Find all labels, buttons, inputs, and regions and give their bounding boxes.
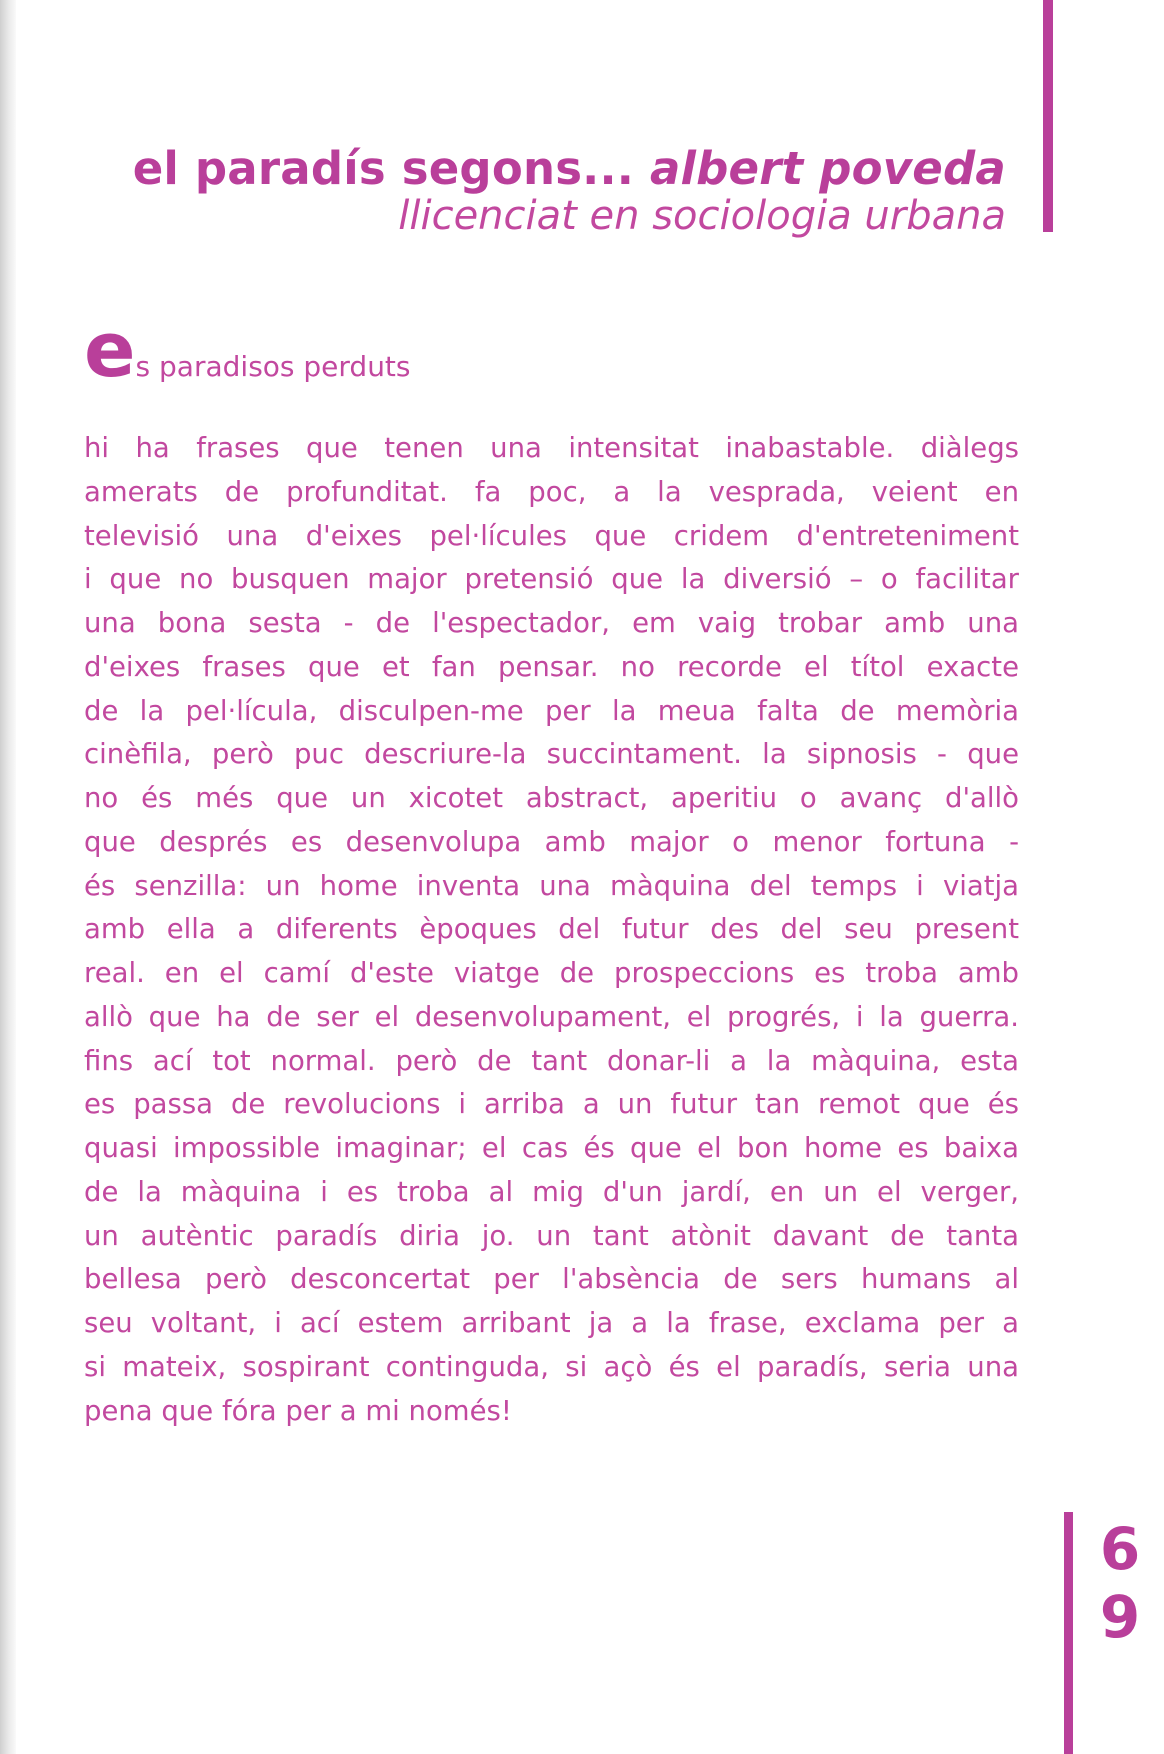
body-line: televisió una d'eixes pel·lícules que cridem d'entreteniment <box>84 519 1019 552</box>
body-line: fins ací tot normal. però de tant donar-li a la màquina, esta <box>84 1044 1019 1077</box>
body-line: amb ella a diferents èpoques del futur des del seu present <box>84 913 1019 946</box>
body-line: d'eixes frases que et fan pensar. no recorde el títol exacte <box>84 650 1019 683</box>
section-heading <box>84 305 411 394</box>
body-line: no és més que un xicotet abstract, aperitiu o avanç d'allò <box>84 782 1019 814</box>
body-line: bellesa però desconcertat per l'absència de sers humans al <box>84 1263 1019 1296</box>
body-line: quasi impossible imaginar; el cas és que el bon home es baixa <box>84 1132 1019 1164</box>
drop-cap: e <box>84 305 136 394</box>
article-title <box>133 138 1006 200</box>
title-text: el paradís segons... <box>132 142 650 195</box>
article-subtitle: llicenciat en sociologia urbana <box>398 193 1006 239</box>
body-line: i que no busquen major pretensió que la diversió – o facilitar <box>84 563 1019 596</box>
article-header <box>133 138 1006 238</box>
body-line: cinèfila, però puc descriure-la succintament. la sipnosis - que <box>84 738 1019 771</box>
page-number <box>1090 1515 1150 1651</box>
page-number-digit: 9 <box>1099 1583 1141 1651</box>
body-line: amerats de profunditat. fa poc, a la vesprada, veient en <box>84 475 1019 508</box>
body-line: hi ha frases que tenen una intensitat inabastable. diàlegs <box>84 432 1019 464</box>
body-line: real. en el camí d'este viatge de prospeccions es troba amb <box>84 957 1019 989</box>
body-line: allò que ha de ser el desenvolupament, el progrés, i la guerra. <box>84 1000 1019 1033</box>
page-number-digit: 6 <box>1099 1515 1141 1583</box>
top-accent-bar <box>1043 0 1053 232</box>
body-line: és senzilla: un home inventa una màquina del temps i viatja <box>84 869 1019 902</box>
body-line: un autèntic paradís diria jo. un tant atònit davant de tanta <box>84 1219 1019 1252</box>
body-line: una bona sesta - de l'espectador, em vaig trobar amb una <box>84 607 1019 639</box>
page-binding-shadow <box>0 0 16 1754</box>
bottom-accent-bar <box>1064 1512 1073 1754</box>
title-author: albert poveda <box>649 142 1006 195</box>
body-line: de la màquina i es troba al mig d'un jardí, en un el verger, <box>84 1175 1019 1208</box>
body-line: que després es desenvolupa amb major o menor fortuna - <box>84 825 1019 858</box>
body-line: de la pel·lícula, disculpen-me per la meua falta de memòria <box>84 694 1019 727</box>
body-line: es passa de revolucions i arriba a un futur tan remot que és <box>84 1088 1019 1121</box>
body-line: pena que fóra per a mi només! <box>84 1394 512 1427</box>
body-line: si mateix, sospirant continguda, si açò és el paradís, seria una <box>84 1350 1019 1383</box>
body-line: seu voltant, i ací estem arribant ja a la frase, exclama per a <box>84 1307 1019 1339</box>
body-paragraph <box>84 427 1019 1433</box>
section-heading-text: s paradisos perduts <box>135 350 411 383</box>
